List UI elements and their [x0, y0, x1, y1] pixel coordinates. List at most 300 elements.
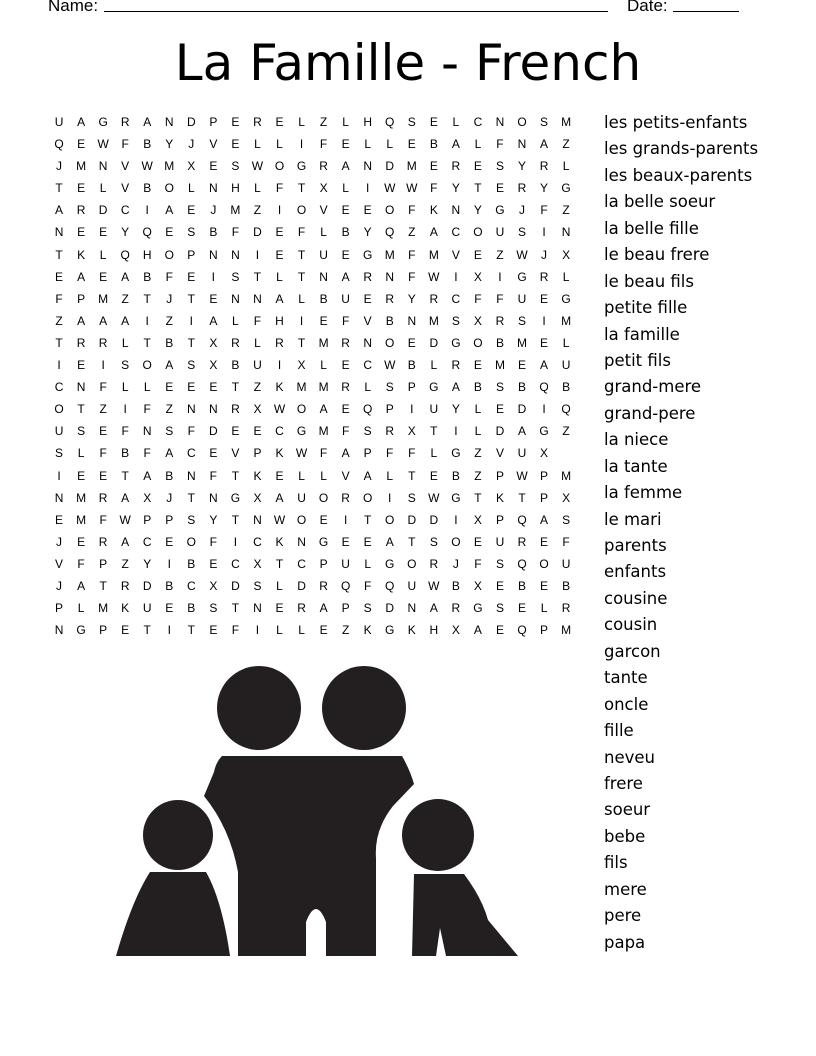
grid-letter: J: [452, 556, 459, 571]
name-label: Name:: [48, 0, 99, 15]
grid-letter: F: [231, 225, 240, 240]
grid-letter: W: [428, 490, 440, 505]
grid-letter: Q: [363, 402, 373, 417]
grid-letter: E: [341, 534, 350, 549]
grid-letter: M: [561, 313, 572, 328]
grid-letter: P: [187, 247, 196, 262]
grid-letter: B: [473, 380, 482, 395]
grid-letter: L: [232, 313, 239, 328]
grid-letter: P: [540, 623, 549, 638]
grid-letter: J: [56, 534, 63, 549]
grid-letter: E: [209, 159, 218, 174]
grid-letter: Y: [143, 556, 152, 571]
grid-letter: H: [142, 247, 152, 262]
grid-letter: E: [231, 424, 240, 439]
grid-letter: P: [253, 446, 262, 461]
grid-letter: T: [231, 512, 240, 527]
grid-letter: M: [76, 512, 87, 527]
grid-letter: B: [451, 578, 460, 593]
grid-letter: W: [97, 137, 109, 152]
grid-letter: P: [540, 468, 549, 483]
grid-letter: F: [143, 402, 151, 417]
grid-letter: B: [341, 225, 350, 240]
grid-letter: F: [496, 291, 504, 306]
grid-letter: L: [77, 601, 85, 616]
grid-letter: W: [273, 512, 286, 527]
grid-letter: M: [384, 247, 395, 262]
grid-letter: T: [364, 512, 372, 527]
grid-letter: Y: [363, 225, 372, 240]
grid-letter: P: [495, 512, 504, 527]
grid-letter: O: [296, 203, 307, 218]
grid-letter: R: [539, 269, 549, 284]
grid-letter: E: [165, 534, 174, 549]
word-list-item: parents: [604, 536, 667, 555]
grid-letter: E: [429, 468, 438, 483]
grid-letter: T: [518, 490, 526, 505]
grid-letter: B: [209, 225, 218, 240]
date-field[interactable]: [673, 11, 739, 12]
grid-letter: R: [319, 578, 328, 593]
grid-letter: B: [165, 578, 174, 593]
grid-letter: S: [451, 313, 460, 328]
grid-letter: A: [143, 468, 152, 483]
grid-letter: T: [187, 623, 195, 638]
word-list-item: la tante: [604, 456, 668, 476]
grid-letter: M: [296, 380, 307, 395]
grid-letter: U: [341, 291, 350, 306]
grid-letter: X: [562, 247, 571, 262]
grid-letter: L: [121, 380, 129, 395]
grid-letter: T: [474, 181, 482, 196]
grid-letter: K: [429, 203, 438, 218]
grid-letter: E: [275, 115, 284, 129]
grid-letter: O: [385, 335, 395, 350]
grid-letter: I: [167, 556, 171, 571]
grid-letter: E: [540, 335, 549, 350]
word-list-item: les petits-enfants: [604, 113, 748, 132]
grid-letter: F: [99, 380, 107, 395]
grid-letter: O: [473, 335, 483, 350]
grid-letter: E: [540, 534, 549, 549]
grid-letter: L: [474, 424, 482, 439]
word-list-item: le beau frere: [604, 245, 710, 265]
grid-letter: X: [209, 358, 218, 373]
name-field[interactable]: [104, 11, 608, 12]
grid-letter: A: [99, 313, 108, 328]
grid-letter: L: [474, 137, 482, 152]
grid-letter: V: [451, 247, 460, 262]
grid-letter: R: [385, 424, 395, 439]
grid-letter: E: [540, 291, 549, 306]
grid-letter: R: [98, 534, 108, 549]
word-list-item: la belle soeur: [604, 192, 716, 212]
grid-letter: B: [187, 556, 196, 571]
grid-letter: M: [98, 601, 109, 616]
grid-letter: E: [275, 225, 284, 240]
grid-letter: U: [253, 358, 262, 373]
word-list-item: cousine: [604, 588, 668, 608]
adults-body: [204, 756, 414, 956]
grid-letter: E: [341, 247, 350, 262]
grid-letter: F: [408, 247, 416, 262]
grid-letter: A: [429, 225, 438, 240]
grid-letter: A: [319, 402, 328, 417]
grid-letter: F: [496, 137, 504, 152]
grid-letter: K: [495, 490, 504, 505]
grid-letter: P: [385, 402, 394, 417]
grid-letter: L: [276, 623, 283, 638]
grid-letter: Z: [319, 115, 328, 129]
grid-letter: J: [166, 291, 173, 306]
grid-letter: L: [386, 468, 394, 483]
grid-letter: P: [363, 446, 372, 461]
grid-letter: J: [541, 247, 548, 262]
grid-letter: T: [231, 468, 240, 483]
grid-letter: G: [385, 556, 395, 571]
grid-letter: E: [495, 402, 504, 417]
grid-letter: I: [454, 512, 458, 527]
grid-letter: N: [297, 534, 306, 549]
grid-letter: T: [297, 335, 306, 350]
grid-letter: Y: [540, 181, 549, 196]
grid-letter: O: [407, 556, 417, 571]
grid-letter: N: [253, 512, 262, 527]
grid-letter: L: [562, 335, 570, 350]
grid-letter: S: [231, 269, 240, 284]
grid-letter: M: [561, 468, 572, 483]
grid-letter: I: [542, 313, 546, 328]
grid-letter: R: [495, 313, 505, 328]
grid-letter: F: [77, 556, 85, 571]
grid-letter: O: [142, 358, 152, 373]
grid-letter: P: [99, 623, 108, 638]
grid-letter: F: [474, 556, 482, 571]
grid-letter: S: [518, 225, 527, 240]
grid-letter: R: [341, 490, 350, 505]
grid-letter: I: [498, 269, 502, 284]
grid-letter: I: [454, 424, 458, 439]
grid-letter: F: [209, 534, 218, 549]
grid-letter: G: [451, 335, 461, 350]
grid-letter: L: [364, 380, 372, 395]
grid-letter: A: [209, 313, 218, 328]
grid-letter: Z: [165, 313, 173, 328]
grid-letter: S: [187, 358, 196, 373]
grid-letter: R: [76, 335, 86, 350]
grid-letter: I: [255, 623, 260, 638]
grid-letter: U: [517, 446, 527, 461]
grid-letter: J: [56, 578, 63, 593]
grid-letter: U: [297, 490, 306, 505]
grid-letter: R: [341, 380, 350, 395]
grid-letter: W: [516, 247, 528, 262]
grid-letter: Y: [518, 159, 527, 174]
grid-letter: O: [54, 402, 64, 417]
grid-letter: F: [364, 578, 372, 593]
grid-letter: B: [562, 380, 571, 395]
grid-letter: L: [99, 247, 107, 262]
grid-letter: F: [55, 291, 63, 306]
grid-letter: W: [295, 446, 308, 461]
grid-letter: F: [121, 137, 129, 152]
grid-letter: F: [297, 225, 306, 240]
grid-letter: T: [121, 468, 129, 483]
grid-letter: Z: [562, 137, 570, 152]
grid-letter: A: [55, 203, 64, 218]
word-list-item: soeur: [604, 800, 651, 820]
word-list-item: la belle fille: [604, 218, 699, 238]
grid-letter: R: [429, 291, 439, 306]
grid-letter: O: [164, 247, 174, 262]
grid-letter: E: [473, 247, 482, 262]
grid-letter: R: [120, 578, 130, 593]
grid-letter: X: [473, 512, 482, 527]
grid-letter: I: [255, 247, 260, 262]
grid-letter: E: [209, 556, 218, 571]
grid-letter: A: [121, 269, 130, 284]
word-list-item: la femme: [604, 483, 683, 503]
grid-letter: R: [517, 181, 527, 196]
grid-letter: E: [77, 534, 86, 549]
grid-letter: C: [142, 534, 152, 549]
grid-letter: C: [231, 556, 240, 571]
grid-letter: T: [231, 601, 240, 616]
grid-letter: K: [407, 623, 416, 638]
grid-letter: E: [209, 291, 218, 306]
grid-letter: L: [298, 468, 305, 483]
grid-letter: L: [430, 446, 438, 461]
grid-letter: T: [187, 291, 195, 306]
grid-letter: V: [121, 159, 130, 174]
grid-letter: A: [77, 578, 86, 593]
word-list-item: garcon: [604, 641, 661, 661]
grid-letter: S: [231, 159, 240, 174]
grid-letter: B: [319, 291, 328, 306]
grid-letter: H: [231, 181, 240, 196]
word-list-item: les beaux-parents: [604, 165, 753, 185]
grid-letter: F: [99, 512, 107, 527]
header: [48, 0, 748, 20]
grid-letter: A: [518, 424, 527, 439]
grid-letter: I: [299, 137, 304, 152]
grid-letter: D: [495, 424, 505, 439]
grid-letter: D: [297, 578, 306, 593]
grid-letter: X: [187, 159, 196, 174]
grid-letter: I: [299, 313, 304, 328]
grid-letter: X: [407, 424, 416, 439]
grid-letter: W: [428, 269, 440, 284]
grid-letter: F: [275, 181, 284, 196]
grid-letter: M: [428, 247, 439, 262]
grid-letter: T: [297, 247, 306, 262]
grid-letter: D: [142, 578, 152, 593]
grid-letter: U: [561, 556, 571, 571]
grid-letter: A: [165, 203, 174, 218]
grid-letter: B: [143, 181, 152, 196]
grid-letter: R: [385, 291, 395, 306]
grid-letter: F: [253, 313, 262, 328]
grid-letter: M: [98, 291, 109, 306]
grid-letter: E: [407, 137, 416, 152]
grid-letter: Y: [451, 402, 460, 417]
grid-letter: N: [186, 468, 196, 483]
grid-letter: Y: [473, 203, 482, 218]
grid-letter: X: [297, 358, 306, 373]
grid-letter: L: [364, 556, 372, 571]
grid-letter: T: [430, 424, 438, 439]
grid-letter: H: [429, 623, 439, 638]
grid-letter: G: [451, 446, 461, 461]
grid-letter: Z: [341, 623, 350, 638]
grid-letter: E: [473, 159, 482, 174]
grid-letter: A: [341, 269, 350, 284]
grid-letter: D: [517, 402, 527, 417]
grid-letter: N: [209, 181, 218, 196]
grid-letter: G: [561, 291, 571, 306]
grid-letter: S: [187, 225, 196, 240]
grid-letter: N: [407, 313, 417, 328]
right-child-body: [412, 874, 518, 956]
grid-letter: U: [429, 402, 439, 417]
grid-letter: Y: [121, 225, 130, 240]
grid-letter: L: [298, 623, 305, 638]
grid-letter: Z: [496, 247, 504, 262]
word-list-item: cousin: [604, 615, 658, 635]
grid-letter: S: [495, 556, 504, 571]
grid-letter: Q: [120, 247, 130, 262]
grid-letter: F: [341, 313, 350, 328]
grid-letter: N: [98, 159, 108, 174]
grid-letter: E: [363, 203, 372, 218]
grid-letter: O: [539, 556, 549, 571]
grid-letter: A: [275, 490, 284, 505]
grid-letter: A: [341, 446, 350, 461]
grid-letter: A: [363, 468, 372, 483]
grid-letter: Q: [340, 578, 351, 593]
grid-letter: L: [320, 358, 327, 373]
grid-letter: D: [429, 512, 439, 527]
grid-letter: C: [253, 534, 262, 549]
grid-letter: I: [366, 181, 370, 196]
grid-letter: O: [164, 181, 174, 196]
grid-letter: V: [363, 313, 372, 328]
grid-letter: J: [188, 137, 195, 152]
grid-letter: G: [230, 490, 241, 505]
grid-letter: E: [275, 468, 284, 483]
grid-letter: C: [54, 380, 64, 395]
grid-letter: M: [318, 424, 329, 439]
grid-letter: X: [209, 335, 218, 350]
grid-letter: O: [385, 203, 395, 218]
grid-letter: E: [341, 402, 350, 417]
grid-letter: R: [76, 203, 86, 218]
grid-letter: Q: [385, 578, 395, 593]
grid-letter: M: [318, 335, 329, 350]
grid-letter: Z: [562, 203, 570, 218]
grid-letter: F: [408, 203, 416, 218]
grid-letter: G: [296, 424, 307, 439]
grid-letter: G: [98, 115, 108, 129]
grid-letter: G: [296, 159, 307, 174]
grid-letter: V: [121, 181, 130, 196]
grid-letter: E: [165, 601, 174, 616]
grid-letter: M: [517, 335, 527, 350]
grid-letter: E: [429, 115, 438, 129]
grid-letter: E: [77, 181, 86, 196]
grid-letter: G: [76, 623, 86, 638]
grid-letter: N: [164, 115, 174, 129]
grid-letter: C: [275, 424, 284, 439]
grid-letter: Z: [99, 402, 107, 417]
grid-letter: X: [562, 490, 571, 505]
grid-letter: U: [407, 578, 417, 593]
grid-letter: V: [341, 468, 350, 483]
word-list-item: enfants: [604, 562, 667, 582]
grid-letter: C: [451, 291, 461, 306]
grid-letter: S: [165, 424, 174, 439]
grid-letter: W: [384, 358, 396, 373]
grid-letter: K: [253, 468, 262, 483]
grid-letter: V: [231, 446, 240, 461]
grid-letter: E: [341, 358, 350, 373]
grid-letter: G: [495, 203, 505, 218]
grid-letter: Q: [517, 556, 527, 571]
grid-letter: E: [407, 335, 416, 350]
grid-letter: P: [77, 291, 86, 306]
grid-letter: E: [99, 468, 108, 483]
grid-letter: E: [319, 313, 328, 328]
grid-letter: N: [407, 601, 417, 616]
grid-letter: L: [298, 115, 305, 129]
grid-letter: E: [275, 247, 284, 262]
grid-letter: O: [274, 159, 285, 174]
grid-letter: G: [517, 269, 527, 284]
grid-letter: E: [429, 159, 438, 174]
grid-letter: N: [385, 269, 395, 284]
grid-letter: W: [428, 578, 440, 593]
grid-letter: K: [275, 446, 284, 461]
grid-letter: X: [253, 402, 262, 417]
grid-letter: B: [143, 269, 152, 284]
grid-letter: Y: [407, 291, 416, 306]
left-adult-head: [217, 666, 301, 750]
grid-letter: L: [562, 159, 570, 174]
grid-letter: A: [540, 512, 549, 527]
grid-letter: S: [429, 534, 438, 549]
grid-letter: P: [55, 601, 64, 616]
grid-letter: F: [386, 446, 394, 461]
grid-letter: L: [276, 137, 283, 152]
grid-letter: E: [473, 534, 482, 549]
grid-letter: A: [473, 623, 482, 638]
grid-letter: D: [429, 335, 439, 350]
grid-letter: S: [562, 512, 571, 527]
grid-letter: B: [121, 446, 130, 461]
grid-letter: T: [408, 534, 416, 549]
grid-letter: G: [451, 490, 461, 505]
grid-letter: E: [209, 623, 218, 638]
grid-letter: B: [165, 468, 174, 483]
grid-letter: E: [55, 269, 64, 284]
grid-letter: I: [454, 269, 458, 284]
grid-letter: U: [495, 225, 505, 240]
word-list-item: grand-mere: [604, 377, 702, 397]
grid-letter: Q: [561, 402, 571, 417]
grid-letter: X: [540, 446, 549, 461]
grid-letter: K: [77, 247, 86, 262]
grid-letter: F: [187, 424, 195, 439]
